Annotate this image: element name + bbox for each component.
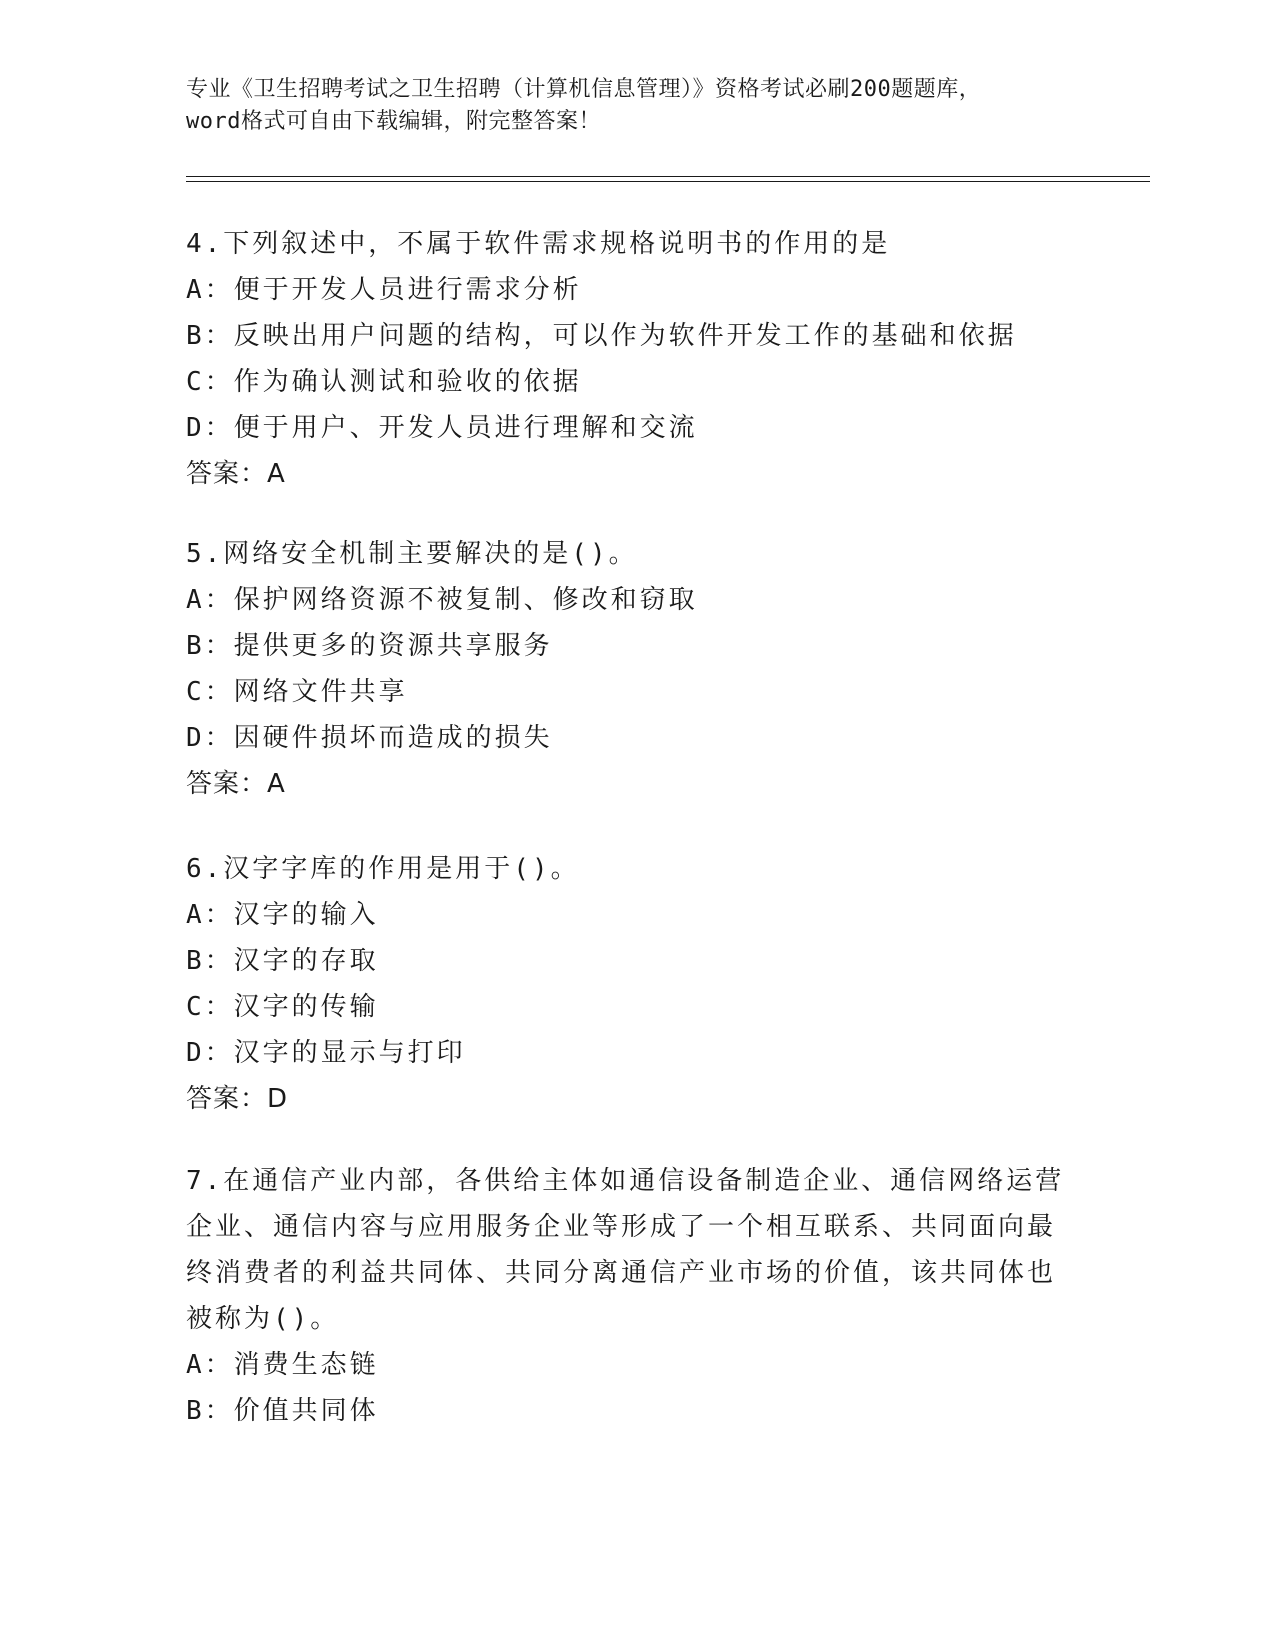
option-c: C：作为确认测试和验收的依据 xyxy=(186,367,582,397)
header-divider xyxy=(186,176,1150,182)
question-stem: 4.下列叙述中，不属于软件需求规格说明书的作用的是 xyxy=(186,229,891,259)
option-d: D：因硬件损坏而造成的损失 xyxy=(186,723,553,753)
question-7 xyxy=(186,1158,1066,1434)
answer-label: 答案：D xyxy=(186,1084,289,1114)
question-stem-line-3: 终消费者的利益共同体、共同分离通信产业市场的价值，该共同体也 xyxy=(186,1258,1057,1288)
option-a: A：便于开发人员进行需求分析 xyxy=(186,275,582,305)
answer-label: 答案：A xyxy=(186,459,286,489)
option-b: B：价值共同体 xyxy=(186,1396,379,1426)
option-b: B：汉字的存取 xyxy=(186,946,379,976)
option-b: B：提供更多的资源共享服务 xyxy=(186,631,553,661)
option-c: C：网络文件共享 xyxy=(186,677,408,707)
option-c: C：汉字的传输 xyxy=(186,992,379,1022)
header-line-2: word格式可自由下载编辑，附完整答案！ xyxy=(186,109,601,134)
option-a: A：汉字的输入 xyxy=(186,900,379,930)
question-stem: 5.网络安全机制主要解决的是()。 xyxy=(186,539,638,569)
question-4 xyxy=(186,221,1066,497)
option-a: A：保护网络资源不被复制、修改和窃取 xyxy=(186,585,698,615)
question-stem-line-2: 企业、通信内容与应用服务企业等形成了一个相互联系、共同面向最 xyxy=(186,1212,1057,1242)
question-5 xyxy=(186,531,1066,807)
question-stem: 6.汉字字库的作用是用于()。 xyxy=(186,854,580,884)
question-stem-line-4: 被称为()。 xyxy=(186,1304,340,1334)
document-header xyxy=(186,74,1086,138)
option-b: B：反映出用户问题的结构，可以作为软件开发工作的基础和依据 xyxy=(186,321,1017,351)
option-d: D：便于用户、开发人员进行理解和交流 xyxy=(186,413,698,443)
option-d: D：汉字的显示与打印 xyxy=(186,1038,466,1068)
header-line-1: 专业《卫生招聘考试之卫生招聘（计算机信息管理）》资格考试必刷200题题库， xyxy=(186,77,982,102)
question-6 xyxy=(186,846,1066,1122)
answer-label: 答案：A xyxy=(186,769,286,799)
question-stem-line-1: 7.在通信产业内部，各供给主体如通信设备制造企业、通信网络运营 xyxy=(186,1166,1065,1196)
option-a: A：消费生态链 xyxy=(186,1350,379,1380)
